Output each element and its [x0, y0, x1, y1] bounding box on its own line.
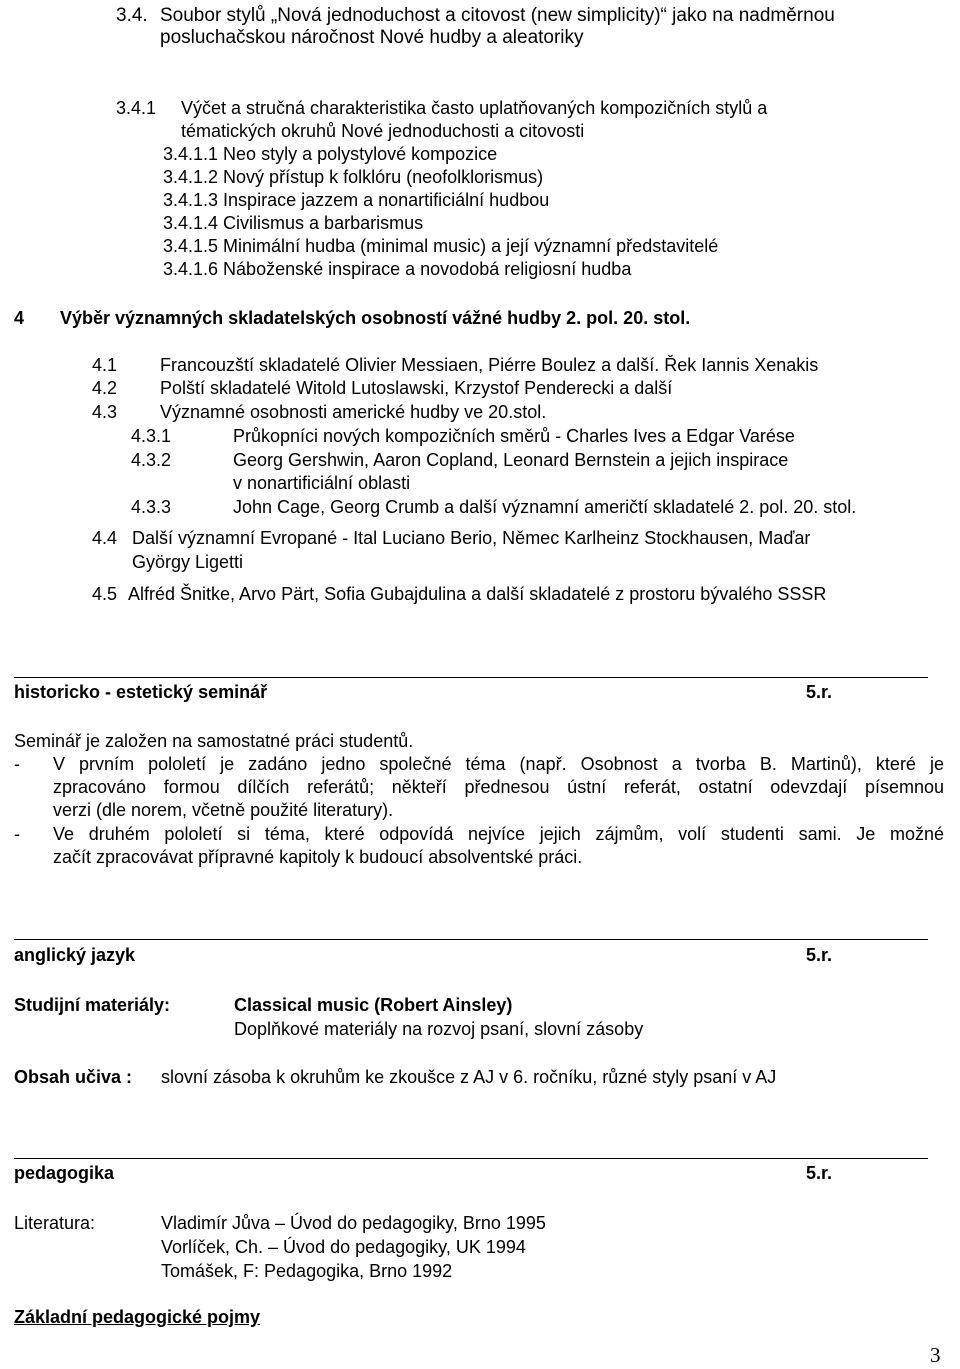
list-item: 3.4.1.4 Civilismus a barbarismus: [163, 213, 424, 233]
pedagogy-grade: 5.r.: [806, 1163, 833, 1183]
seminar-intro: Seminář je založen na samostatné práci studentů.: [14, 731, 414, 751]
section-3-4-1-title-line2: tématických okruhů Nové jednoduchosti a citovosti: [181, 121, 585, 141]
chapter-4-title: Výběr významných skladatelských osobností vážné hudby 2. pol. 20. stol.: [60, 308, 691, 328]
list-item: 3.4.1.2 Nový přístup k folklóru (neofolklorismus): [163, 167, 544, 187]
literature-item: Vorlíček, Ch. – Úvod do pedagogiky, UK 1994: [161, 1237, 526, 1257]
section-4-2-number: 4.2: [92, 378, 118, 398]
section-4-3-number: 4.3: [92, 402, 118, 422]
section-4-3-3-number: 4.3.3: [131, 497, 172, 517]
section-3-4-number: 3.4.: [116, 5, 148, 26]
section-4-3-2-line2: v nonartificiální oblasti: [233, 473, 411, 493]
section-4-3-1-text: Průkopníci nových kompozičních směrů - Charles Ives a Edgar Varése: [233, 426, 795, 446]
section-4-3-2-line1: Georg Gershwin, Aaron Copland, Leonard Bernstein a jejich inspirace: [233, 450, 789, 470]
section-4-3-text: Významné osobnosti americké hudby ve 20.stol.: [160, 402, 547, 422]
pedagogy-literature-label: Literatura:: [14, 1213, 96, 1233]
section-4-4-line2: György Ligetti: [132, 552, 244, 572]
section-divider: [14, 939, 928, 940]
english-title: anglický jazyk: [14, 945, 136, 965]
section-3-4-1-title-line1: Výčet a stručná charakteristika často uplatňovaných kompozičních stylů a: [181, 98, 768, 118]
seminar-bullet1-line2: zpracováno formou dílčích referátů; někteří přednesou ústní referát, ostatní odevzdají písemnou: [53, 777, 944, 797]
english-grade: 5.r.: [806, 945, 833, 965]
seminar-grade: 5.r.: [806, 682, 833, 702]
section-4-4-number: 4.4: [92, 528, 118, 548]
seminar-bullet2-line1: Ve druhém pololetí si téma, které odpovídá nejvíce jejich zájmům, volí studenti sami. Je možné: [53, 824, 944, 844]
english-materials-label: Studijní materiály:: [14, 995, 171, 1015]
bullet-dash: -: [14, 824, 20, 844]
section-3-4-1-number: 3.4.1: [116, 98, 157, 118]
literature-item: Vladimír Jůva – Úvod do pedagogiky, Brno 1995: [161, 1213, 546, 1233]
section-3-4-title-line1: Soubor stylů „Nová jednoduchost a citovost (new simplicity)“ jako na nadměrnou: [160, 5, 835, 26]
section-divider: [14, 1158, 928, 1159]
page-number: 3: [930, 1343, 941, 1367]
seminar-title: historicko - estetický seminář: [14, 682, 268, 702]
literature-item: Tomášek, F: Pedagogika, Brno 1992: [161, 1261, 453, 1281]
section-4-1-text: Francouzští skladatelé Olivier Messiaen, Piérre Boulez a další. Řek Iannis Xenakis: [160, 355, 819, 375]
section-3-4-title-line2: posluchačskou náročnost Nové hudby a aleatoriky: [160, 27, 584, 48]
seminar-bullet1-line3: verzi (dle norem, včetně použité literatury).: [53, 800, 394, 820]
pedagogy-basics-heading: Základní pedagogické pojmy: [14, 1307, 261, 1327]
section-4-3-1-number: 4.3.1: [131, 426, 172, 446]
section-4-3-2-number: 4.3.2: [131, 450, 172, 470]
english-content-label: Obsah učiva :: [14, 1067, 133, 1087]
english-materials-extra: Doplňkové materiály na rozvoj psaní, slovní zásoby: [234, 1019, 644, 1039]
section-4-2-text: Polští skladatelé Witold Lutoslawski, Krzystof Penderecki a další: [160, 378, 673, 398]
english-materials-main: Classical music (Robert Ainsley): [234, 995, 513, 1015]
section-4-5-text: Alfréd Šnitke, Arvo Pärt, Sofia Gubajdulina a další skladatelé z prostoru bývalého SSSR: [128, 584, 827, 604]
seminar-bullet1-line1: V prvním pololetí je zadáno jedno společné téma (např. Osobnost a tvorba B. Martinů), které je: [53, 754, 944, 774]
seminar-bullet2-line2: začít zpracovávat přípravné kapitoly k budoucí absolventské práci.: [53, 847, 583, 867]
english-content-text: slovní zásoba k okruhům ke zkoušce z AJ v 6. ročníku, různé styly psaní v AJ: [161, 1067, 777, 1087]
chapter-4-number: 4: [14, 308, 25, 328]
list-item: 3.4.1.1 Neo styly a polystylové kompozice: [163, 144, 498, 164]
list-item: 3.4.1.3 Inspirace jazzem a nonartificiální hudbou: [163, 190, 550, 210]
list-item: 3.4.1.5 Minimální hudba (minimal music) a její významní představitelé: [163, 236, 719, 256]
section-4-3-3-text: John Cage, Georg Crumb a další významní američtí skladatelé 2. pol. 20. stol.: [233, 497, 857, 517]
section-divider: [14, 677, 928, 678]
section-4-1-number: 4.1: [92, 355, 118, 375]
section-4-4-line1: Další významní Evropané - Ital Luciano Berio, Němec Karlheinz Stockhausen, Maďar: [132, 528, 811, 548]
bullet-dash: -: [14, 754, 20, 774]
pedagogy-title: pedagogika: [14, 1163, 115, 1183]
section-4-5-number: 4.5: [92, 584, 118, 604]
list-item: 3.4.1.6 Náboženské inspirace a novodobá religiosní hudba: [163, 259, 632, 279]
